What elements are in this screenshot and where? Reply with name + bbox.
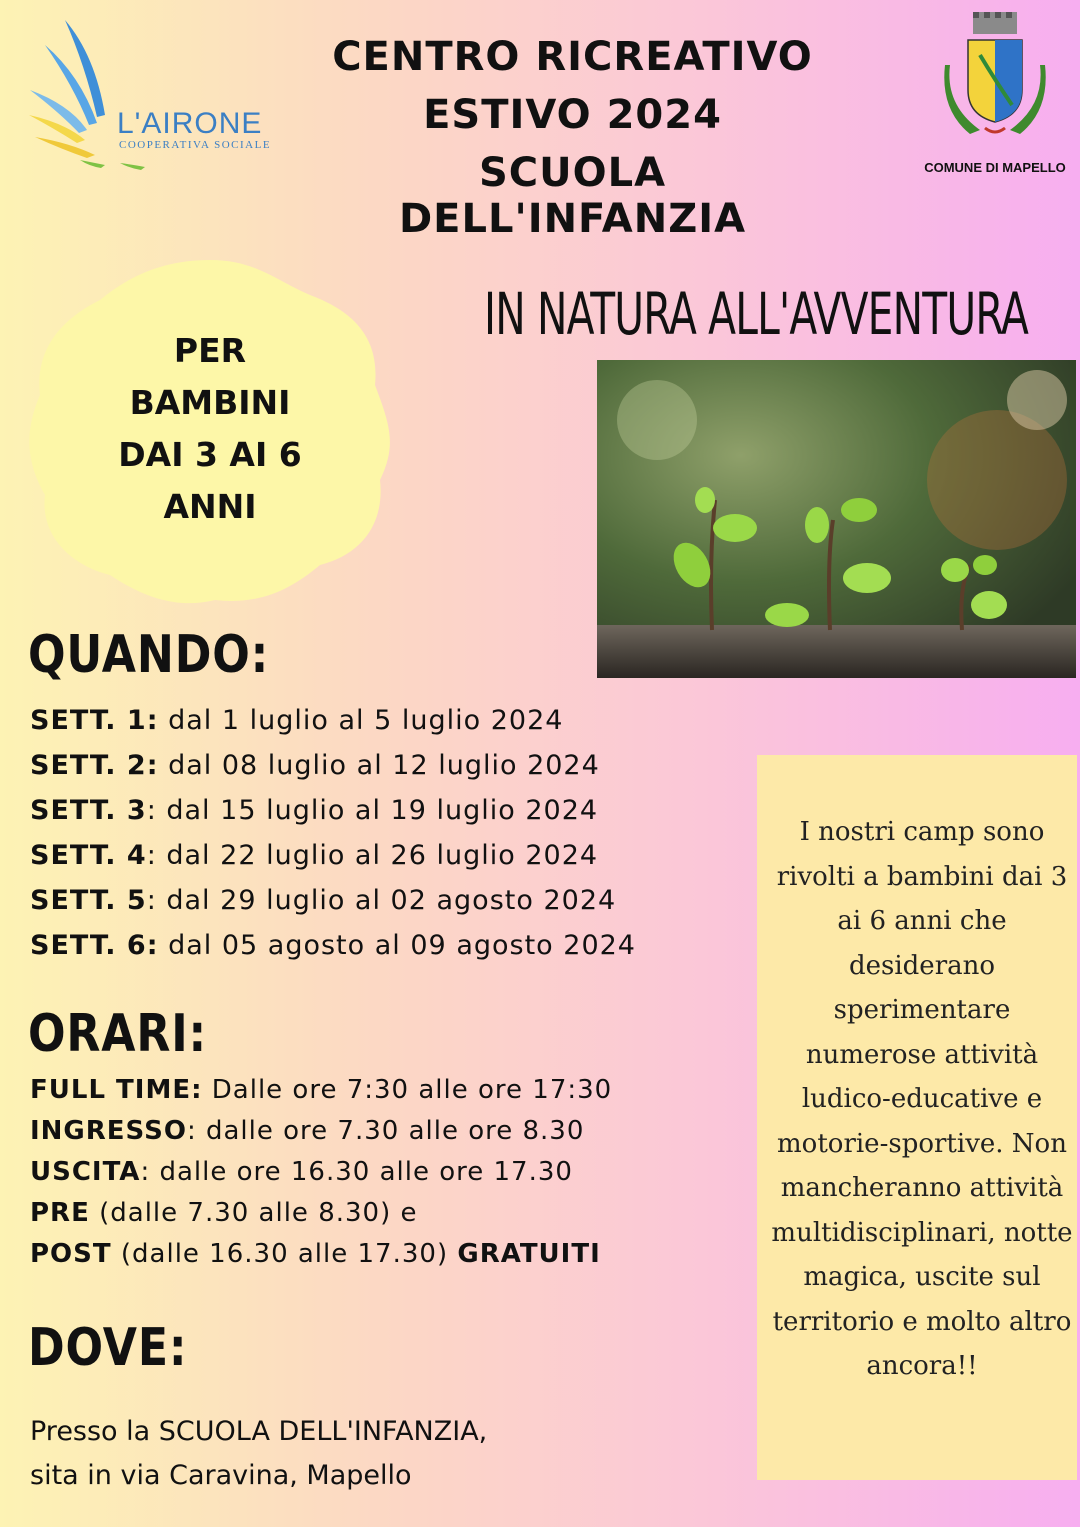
orari-value: (dalle 16.30 alle 17.30)	[111, 1239, 458, 1269]
badge-line-2: BAMBINI	[129, 383, 291, 422]
week-label: SETT. 2:	[30, 750, 159, 781]
logo-name: L'AIRONE	[117, 107, 263, 140]
week-dates: : dal 22 luglio al 26 luglio 2024	[146, 840, 599, 871]
week-dates: dal 08 luglio al 12 luglio 2024	[158, 750, 600, 781]
dove-title: DOVE:	[28, 1318, 188, 1378]
seedlings-photo	[597, 360, 1076, 678]
quando-title: QUANDO:	[28, 625, 270, 685]
badge-line-1: PER	[173, 331, 247, 370]
week-label: SETT. 6:	[30, 930, 159, 961]
age-badge	[25, 255, 395, 610]
orari-label: FULL TIME:	[30, 1075, 203, 1105]
dove-address	[30, 1410, 487, 1498]
week-dates: dal 1 luglio al 5 luglio 2024	[158, 705, 564, 736]
dove-line-2: sita in via Caravina, Mapello	[30, 1460, 412, 1491]
orari-label: INGRESSO	[30, 1116, 187, 1146]
badge-line-4: ANNI	[163, 487, 257, 526]
orari-label: USCITA	[30, 1157, 141, 1187]
logo-subtitle: COOPERATIVA SOCIALE	[119, 139, 272, 151]
mapello-crest-icon	[940, 10, 1050, 145]
orari-uscita	[30, 1152, 750, 1193]
orari-title: ORARI:	[28, 1004, 208, 1064]
badge-line-3: DAI 3 AI 6	[118, 435, 302, 474]
week-row	[30, 835, 730, 880]
week-row	[30, 700, 730, 745]
heading-line-2: ESTIVO 2024	[423, 92, 722, 138]
week-row	[30, 925, 730, 970]
orari-post	[30, 1234, 750, 1275]
info-box	[757, 755, 1077, 1480]
week-label: SETT. 3	[30, 795, 147, 826]
orari-ingresso	[30, 1111, 750, 1152]
badge-text	[25, 325, 395, 533]
orari-value: Dalle ore 7:30 alle ore 17:30	[202, 1075, 613, 1105]
week-label: SETT. 4	[30, 840, 147, 871]
heading-line-3: SCUOLA DELL'INFANZIA	[398, 150, 747, 242]
airone-logo	[25, 15, 295, 175]
orari-list	[30, 1070, 750, 1275]
info-text: I nostri camp sono rivolti a bambini dai 3 ai 6 anni che desiderano sperimentare numerose attività ludico-educative e motorie-sportive. Non mancheranno attività multidisciplinari, notte magica, uscite sul territorio e molto altro ancora!!	[771, 817, 1073, 1381]
week-dates: dal 05 agosto al 09 agosto 2024	[158, 930, 636, 961]
orari-full-time	[30, 1070, 750, 1111]
week-row	[30, 790, 730, 835]
heron-wing-icon	[25, 15, 145, 175]
dove-line-1: Presso la SCUOLA DELL'INFANZIA,	[30, 1416, 488, 1447]
tagline: IN NATURA ALL'AVVENTURA	[484, 280, 1029, 348]
week-label: SETT. 1:	[30, 705, 159, 736]
orari-pre	[30, 1193, 750, 1234]
orari-label: PRE	[30, 1198, 90, 1228]
week-row	[30, 880, 730, 925]
orari-label: POST	[30, 1239, 112, 1269]
orari-value: (dalle 7.30 alle 8.30) e	[89, 1198, 418, 1228]
week-label: SETT. 5	[30, 885, 147, 916]
week-row	[30, 745, 730, 790]
week-dates: : dal 15 luglio al 19 luglio 2024	[146, 795, 599, 826]
week-dates: : dal 29 luglio al 02 agosto 2024	[146, 885, 617, 916]
heading-line-1: CENTRO RICREATIVO	[332, 34, 813, 80]
crest-caption: COMUNE DI MAPELLO	[924, 160, 1066, 175]
week-list	[30, 700, 730, 970]
orari-gratuiti: GRATUITI	[457, 1239, 601, 1269]
orari-value: : dalle ore 16.30 alle ore 17.30	[140, 1157, 573, 1187]
orari-value: : dalle ore 7.30 alle ore 8.30	[186, 1116, 585, 1146]
